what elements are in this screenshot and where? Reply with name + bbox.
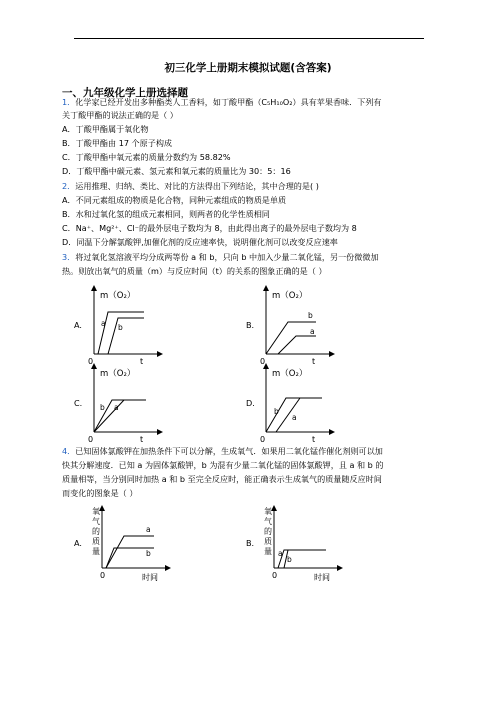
header-rule xyxy=(74,38,424,39)
q1-number: 1． xyxy=(62,97,76,107)
q3-option-c-label: C. xyxy=(74,398,83,408)
q3-option-a-label: A. xyxy=(74,320,82,330)
q3-graph-c xyxy=(84,362,164,446)
q4-option-a-label: A. xyxy=(74,538,82,548)
page-title: 初三化学上册期末模拟试题(含答案) xyxy=(164,62,332,74)
y-axis-char-3: 的 xyxy=(264,527,272,536)
label-a: a xyxy=(146,525,151,534)
line-a xyxy=(266,336,316,354)
q4-line-1: 4．已知固体氯酸钾在加热条件下可以分解，生成氧气．如果用二氧化锰作催化剂则可以加 xyxy=(62,446,383,456)
q4-line-2: 快其分解速度．已知 a 为固体氯酸钾，b 为混有少量二氧化锰的固体氯酸钾，且 a 和 b 的 xyxy=(62,460,384,470)
label-a: a xyxy=(278,549,283,558)
y-axis-label: m（O₂） xyxy=(272,369,308,379)
q4-graph-b xyxy=(256,504,352,584)
x-axis-label: t xyxy=(140,435,144,444)
label-a: a xyxy=(101,319,106,328)
y-axis-char-3: 的 xyxy=(92,527,100,536)
label-b: b xyxy=(287,555,292,564)
q3-graph-a xyxy=(84,284,164,368)
x-axis-label: 时间 xyxy=(142,573,158,582)
label-b: b xyxy=(100,403,105,412)
q2-line-1: 2．运用推理、归纳、类比、对比的方法得出下列结论，其中合理的是( ) xyxy=(62,181,319,191)
q3-number: 3． xyxy=(62,252,76,262)
origin-label: 0 xyxy=(88,435,94,444)
q1-option-d: D．丁酸甲酯中碳元素、氢元素和氧元素的质量比为 30：5：16 xyxy=(62,166,291,176)
x-axis-label: t xyxy=(312,357,316,366)
x-axis-label: t xyxy=(312,435,316,444)
y-axis-char-1: 氧 xyxy=(264,507,272,516)
y-axis-char-1: 氧 xyxy=(92,507,100,516)
q4-line-4: 而变化的图象是（ ） xyxy=(62,488,138,498)
y-axis-char-2: 气 xyxy=(264,517,272,526)
label-b: b xyxy=(308,311,313,320)
y-axis-label: m（O₂） xyxy=(100,291,136,301)
line-b xyxy=(266,322,316,354)
q3-line-1: 3．将过氧化氢溶液平均分成两等份 a 和 b，只向 b 中加入少量二氧化锰，另一份微微加 xyxy=(62,252,379,262)
label-b: b xyxy=(118,323,123,332)
origin-label: 0 xyxy=(260,357,266,366)
x-axis-label: 时间 xyxy=(314,573,330,582)
label-a: a xyxy=(114,403,119,412)
origin-label: 0 xyxy=(100,571,106,580)
q2-option-b: B．水和过氧化氢的组成元素相同，则两者的化学性质相同 xyxy=(62,209,270,219)
y-axis-label: m（O₂） xyxy=(100,369,136,379)
q1-option-a: A．丁酸甲酯属于氧化物 xyxy=(62,124,149,134)
y-axis-char-5: 量 xyxy=(92,547,100,556)
q1-option-b: B．丁酸甲酯由 17 个原子构成 xyxy=(62,138,173,148)
q2-option-d: D．同温下分解氯酸钾,加催化剂的反应速率快，说明催化剂可以改变反应速率 xyxy=(62,237,338,247)
q2-number: 2． xyxy=(62,181,76,191)
q1-line-1: 1．化学家已经开发出多种酯类人工香料，如丁酸甲酯（C₅H₁₀O₂）具有苹果香味．下列有 xyxy=(62,97,382,107)
q3-graph-b xyxy=(256,284,336,368)
origin-label: 0 xyxy=(272,571,278,580)
q2-option-a: A．不同元素组成的物质是化合物，同种元素组成的物质是单质 xyxy=(62,195,287,205)
q3-option-d-label: D. xyxy=(246,398,255,408)
y-axis-char-5: 量 xyxy=(264,547,272,556)
q3-graph-d xyxy=(256,362,336,446)
section-heading: 一、九年级化学上册选择题 xyxy=(62,87,188,99)
q2-option-c: C．Na⁺、Mg²⁺、Cl⁻的最外层电子数均为 8，由此得出离子的最外层电子数均为 8 xyxy=(62,223,357,233)
label-b: b xyxy=(274,407,279,416)
q4-graph-a xyxy=(84,504,180,584)
y-axis-char-4: 质 xyxy=(264,537,272,546)
q3-option-b-label: B. xyxy=(246,320,255,330)
label-b: b xyxy=(146,549,151,558)
origin-label: 0 xyxy=(260,435,266,444)
q4-option-b-label: B. xyxy=(246,538,255,548)
q4-number: 4． xyxy=(62,446,76,456)
q1-option-c: C．丁酸甲酯中氧元素的质量分数约为 58.82% xyxy=(62,152,231,162)
y-axis-char-4: 质 xyxy=(92,537,100,546)
y-axis-char-2: 气 xyxy=(92,517,100,526)
label-a: a xyxy=(292,413,297,422)
y-axis-label: m（O₂） xyxy=(272,291,308,301)
q4-line-3: 质量相等，当分别同时加热 a 和 b 至完全反应时，能正确表示生成氧气的质量随反应时间 xyxy=(62,474,382,484)
q3-line-2: 热。则放出氧气的质量（m）与反应时间（t）的关系的图象正确的是（ ） xyxy=(62,266,327,276)
label-a: a xyxy=(310,327,315,336)
q1-line-2: 关丁酸甲酯的说法正确的是（ ） xyxy=(62,110,178,120)
origin-label: 0 xyxy=(88,357,94,366)
x-axis-label: t xyxy=(140,357,144,366)
